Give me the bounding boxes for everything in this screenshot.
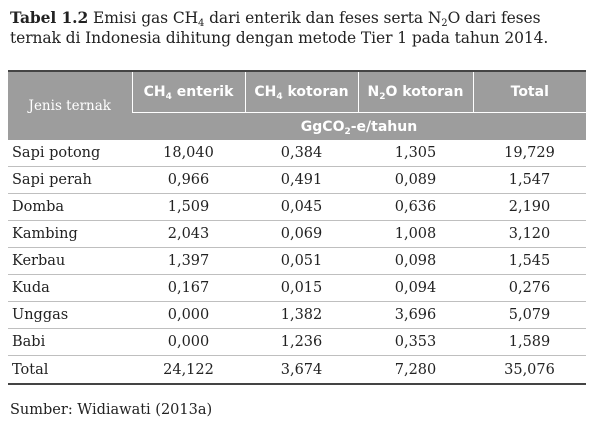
cell-value: 0,094 [358,275,473,302]
cell-value: 1,008 [358,221,473,248]
cell-value: 0,491 [245,167,358,194]
cell-value: 1,236 [245,329,358,356]
cell-value: 5,079 [473,302,586,329]
cell-value: 0,051 [245,248,358,275]
header-row [8,72,586,113]
cell-value: 0,089 [358,167,473,194]
header-ch4-kotoran: $CH_4$ kotoran [245,72,358,113]
cell-value: 1,509 [132,194,245,221]
emission-table [8,72,586,385]
row-label: Babi [8,329,132,356]
cell-value: 0,000 [132,329,245,356]
table-row [8,194,586,221]
row-label: Total [8,356,132,385]
cell-value: 0,966 [132,167,245,194]
cell-value: 0,636 [358,194,473,221]
cell-value: 0,069 [245,221,358,248]
row-label: Kuda [8,275,132,302]
row-label: Kerbau [8,248,132,275]
cell-value: 1,382 [245,302,358,329]
table-caption: Tabel 1.2 Emisi gas $CH_4$ dari enterik dan feses serta $N_2O$ dari feses ternak di Indonesia dihitung dengan metode Tier 1 pada tahun 2014. [10,8,549,47]
table-row [8,167,586,194]
cell-value: 0,353 [358,329,473,356]
table-row [8,329,586,356]
cell-value: 0,015 [245,275,358,302]
cell-value: 0,045 [245,194,358,221]
cell-value: 24,122 [132,356,245,385]
header-n2o-kotoran: $N_2O$ kotoran [358,72,473,113]
header-total: Total [473,72,586,113]
table-row [8,356,586,385]
cell-value: 1,589 [473,329,586,356]
cell-value: 0,276 [473,275,586,302]
cell-value: 3,120 [473,221,586,248]
header-unit: GgCO$_2$-e/tahun [132,113,586,141]
row-label: Sapi potong [8,140,132,167]
cell-value: 7,280 [358,356,473,385]
cell-value: 2,043 [132,221,245,248]
table-body [8,140,586,384]
cell-value: 1,547 [473,167,586,194]
table-number: Tabel 1.2 [10,8,89,27]
table-row [8,302,586,329]
table-row [8,275,586,302]
table-row [8,140,586,167]
cell-value: 19,729 [473,140,586,167]
table-row [8,221,586,248]
row-label: Kambing [8,221,132,248]
cell-value: 1,545 [473,248,586,275]
row-label: Sapi perah [8,167,132,194]
cell-value: 1,397 [132,248,245,275]
header-ch4-enterik: $CH_4$ enterik [132,72,245,113]
cell-value: 3,674 [245,356,358,385]
cell-value: 0,384 [245,140,358,167]
cell-value: 35,076 [473,356,586,385]
header-jenis-ternak: Jenis ternak [8,72,132,140]
cell-value: 0,167 [132,275,245,302]
cell-value: 18,040 [132,140,245,167]
table-row [8,248,586,275]
cell-value: 3,696 [358,302,473,329]
cell-value: 0,000 [132,302,245,329]
cell-value: 1,305 [358,140,473,167]
row-label: Unggas [8,302,132,329]
cell-value: 2,190 [473,194,586,221]
cell-value: 0,098 [358,248,473,275]
table-source: Sumber: Widiawati (2013a) [10,402,213,418]
row-label: Domba [8,194,132,221]
